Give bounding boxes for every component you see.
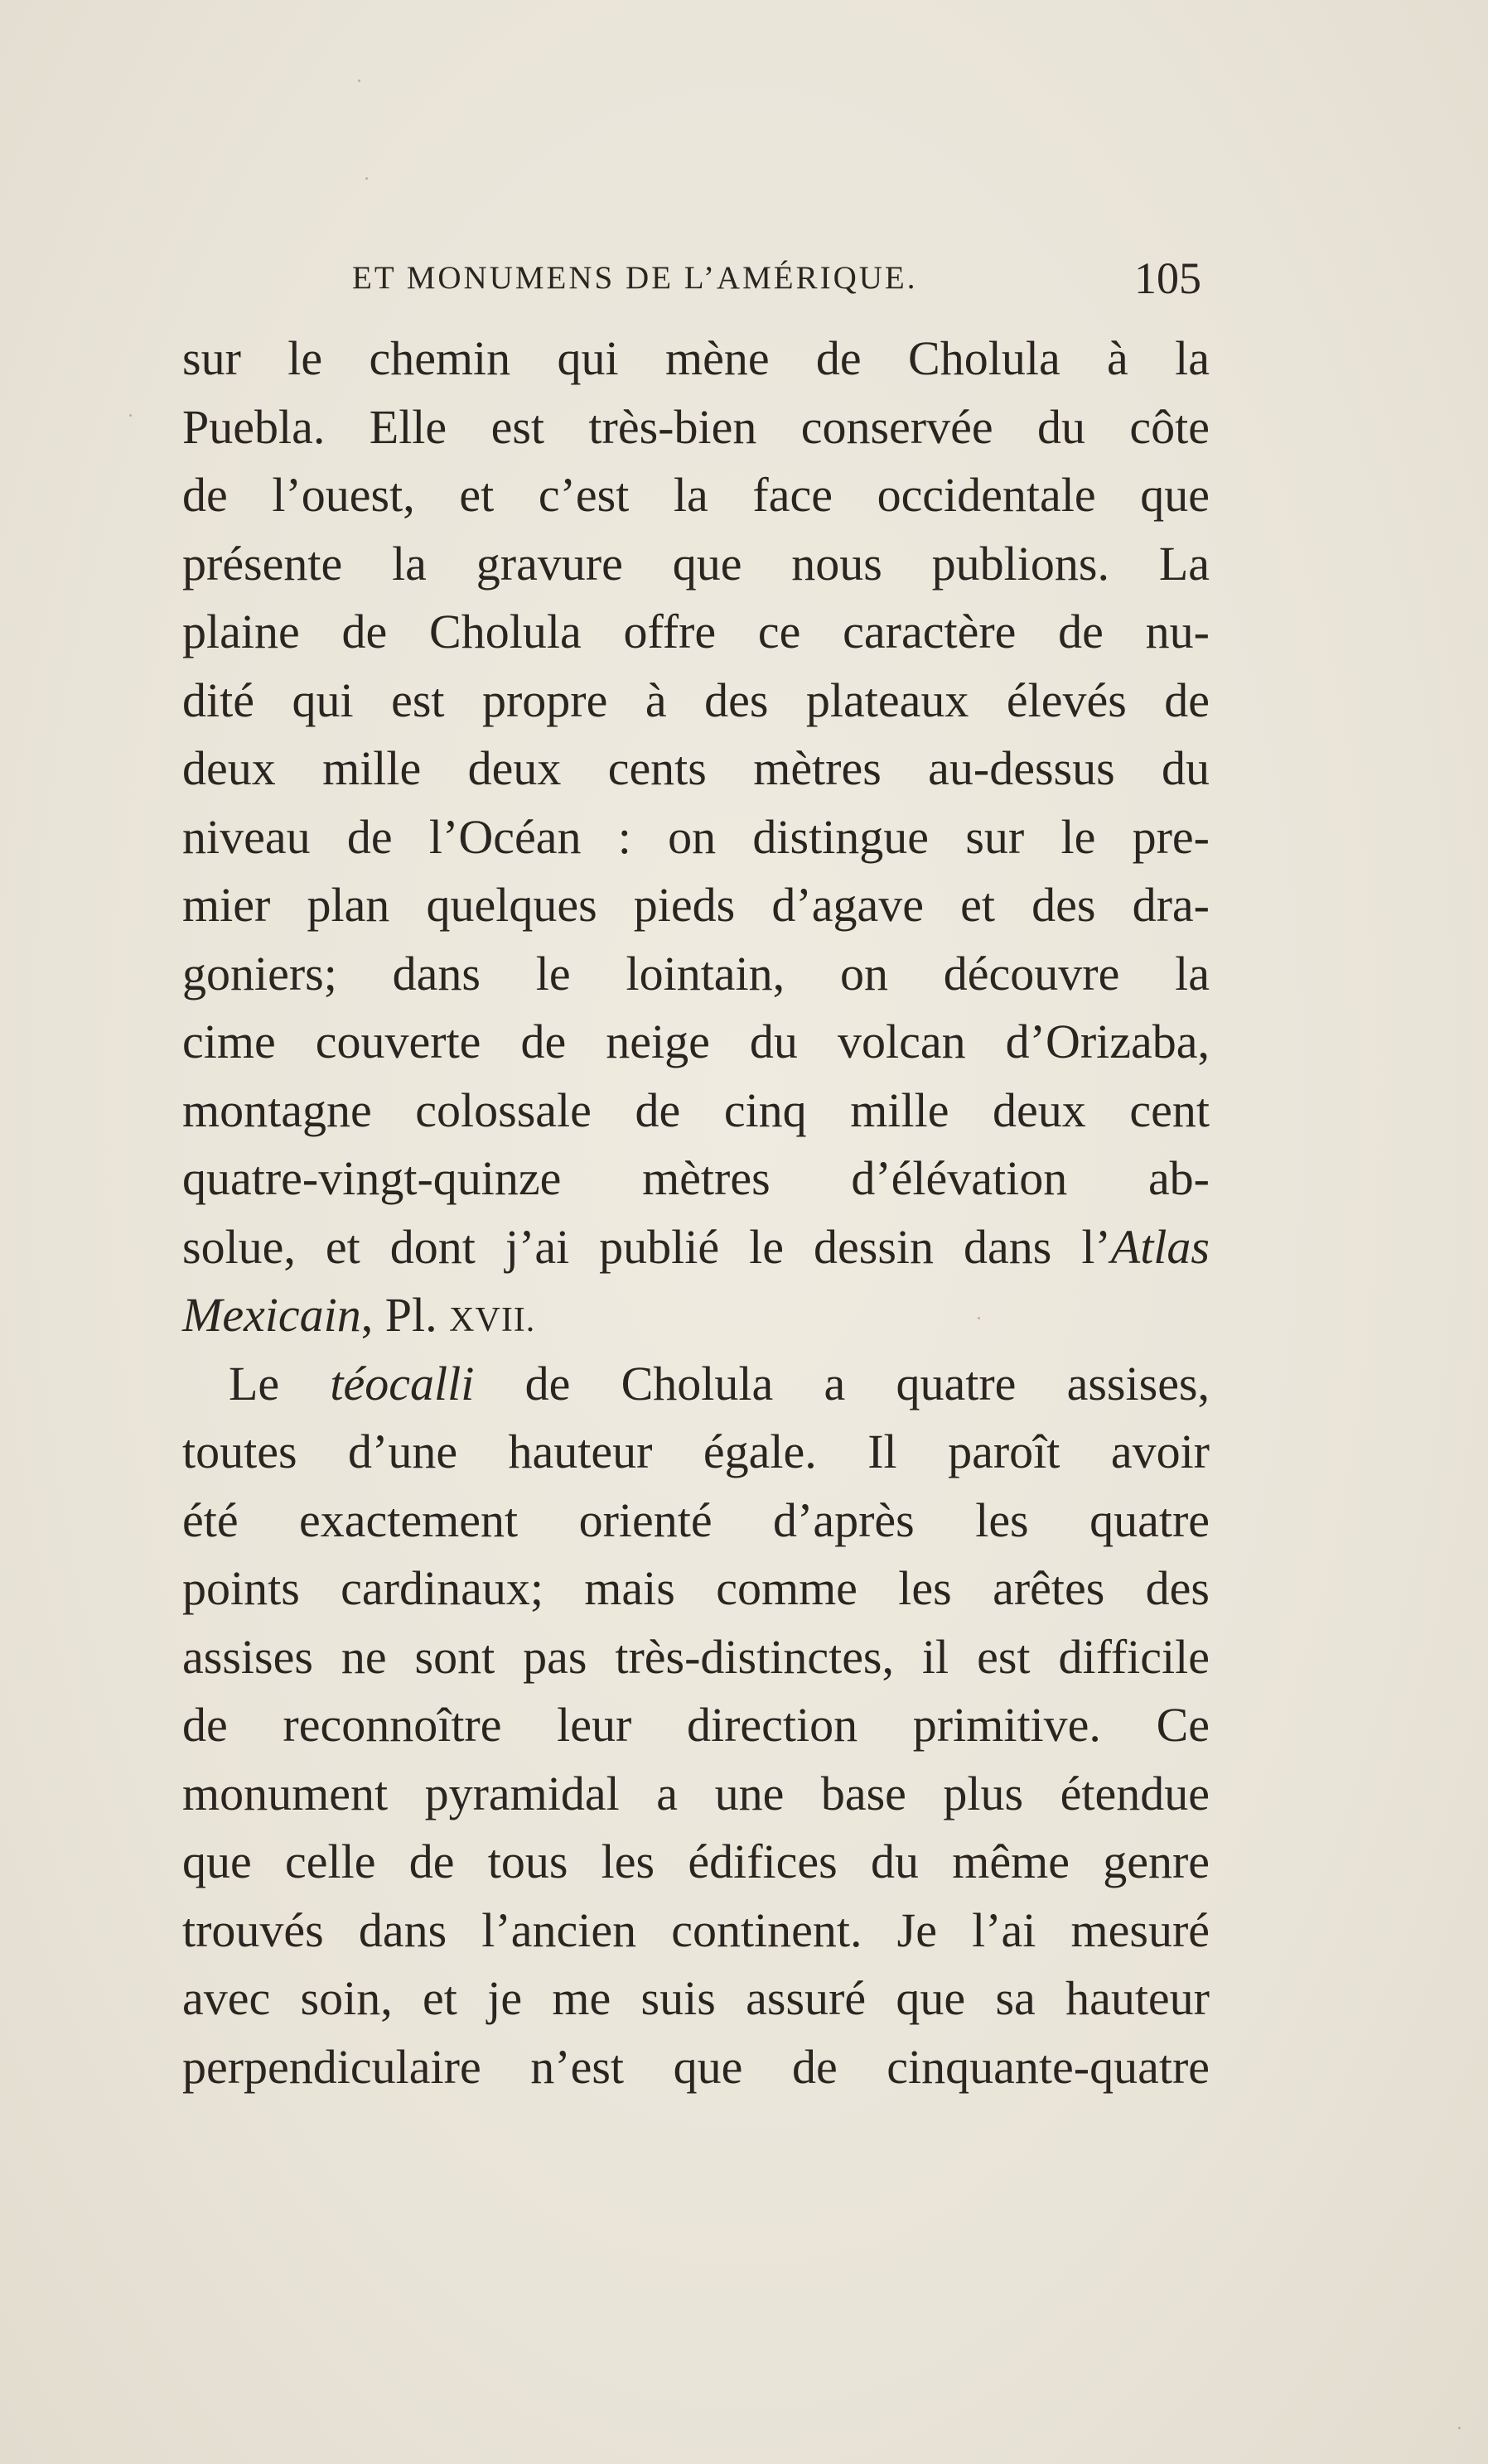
text-line: trouvés dans l’ancien continent. Je l’ai mesuré	[182, 1902, 1210, 1957]
text-line: points cardinaux; mais comme les arêtes des	[182, 1561, 1210, 1615]
running-header	[352, 253, 1201, 303]
text-line: montagne colossale de cinq mille deux cent	[182, 1083, 1210, 1137]
paper-speck	[1458, 2427, 1461, 2429]
text-line: plaine de Cholula offre ce caractère de nu-	[182, 605, 1210, 658]
text-line: toutes d’une hauteur égale. Il paroît avoir	[182, 1425, 1210, 1478]
text-span: de Cholula a quatre assises,	[474, 1356, 1210, 1410]
page-number: 105	[1134, 253, 1201, 303]
text-line: assises ne sont pas très-distinctes, il est difficile	[182, 1629, 1210, 1684]
text-line	[182, 1281, 1210, 1350]
paper-speck	[365, 177, 368, 180]
text-line: que celle de tous les édifices du même genre	[182, 1835, 1210, 1888]
text-line: mier plan quelques pieds d’agave et des dra-	[182, 878, 1210, 932]
text-line: avec soin, et je me suis assuré que sa hauteur	[182, 1971, 1210, 2025]
atlas-title-continued: Mexicain	[182, 1288, 361, 1342]
text-line: monument pyramidal a une base plus étendue	[182, 1766, 1210, 1820]
text-line	[182, 1213, 1210, 1282]
text-line: quatre-vingt-quinze mètres d’élévation ab-	[182, 1151, 1210, 1205]
body-text	[182, 325, 1210, 2101]
text-line: niveau de l’Océan : on distingue sur le pre-	[182, 809, 1210, 864]
text-line: de reconnoître leur direction primitive. Ce	[182, 1698, 1210, 1752]
text-line: deux mille deux cents mètres au-dessus du	[182, 741, 1210, 795]
text-line: sur le chemin qui mène de Cholula à la	[182, 331, 1210, 385]
text-line: cime couverte de neige du volcan d’Orizaba,	[182, 1015, 1210, 1068]
text-line: dité qui est propre à des plateaux élevés de	[182, 673, 1210, 727]
text-span: Le	[229, 1356, 331, 1410]
plate-number: XVII.	[449, 1301, 536, 1339]
running-title: ET MONUMENS DE L’AMÉRIQUE.	[352, 260, 918, 296]
text-line: perpendiculaire n’est que de cinquante-quatre	[182, 2039, 1210, 2094]
text-span: solue, et dont j’ai publié le dessin dans l’	[182, 1219, 1111, 1274]
atlas-title: Atlas	[1110, 1219, 1210, 1274]
text-span: , Pl.	[360, 1288, 450, 1342]
text-line: présente la gravure que nous publions. La	[182, 536, 1210, 591]
text-line: de l’ouest, et c’est la face occidentale que	[182, 468, 1210, 522]
paper-speck	[358, 80, 360, 82]
text-line: Puebla. Elle est très-bien conservée du côte	[182, 399, 1210, 454]
text-line: goniers; dans le lointain, on découvre la	[182, 946, 1210, 1001]
text-line: été exactement orienté d’après les quatre	[182, 1492, 1210, 1547]
text-line	[182, 1350, 1210, 1419]
teocalli-term: téocalli	[330, 1356, 475, 1410]
paper-speck	[129, 414, 132, 417]
